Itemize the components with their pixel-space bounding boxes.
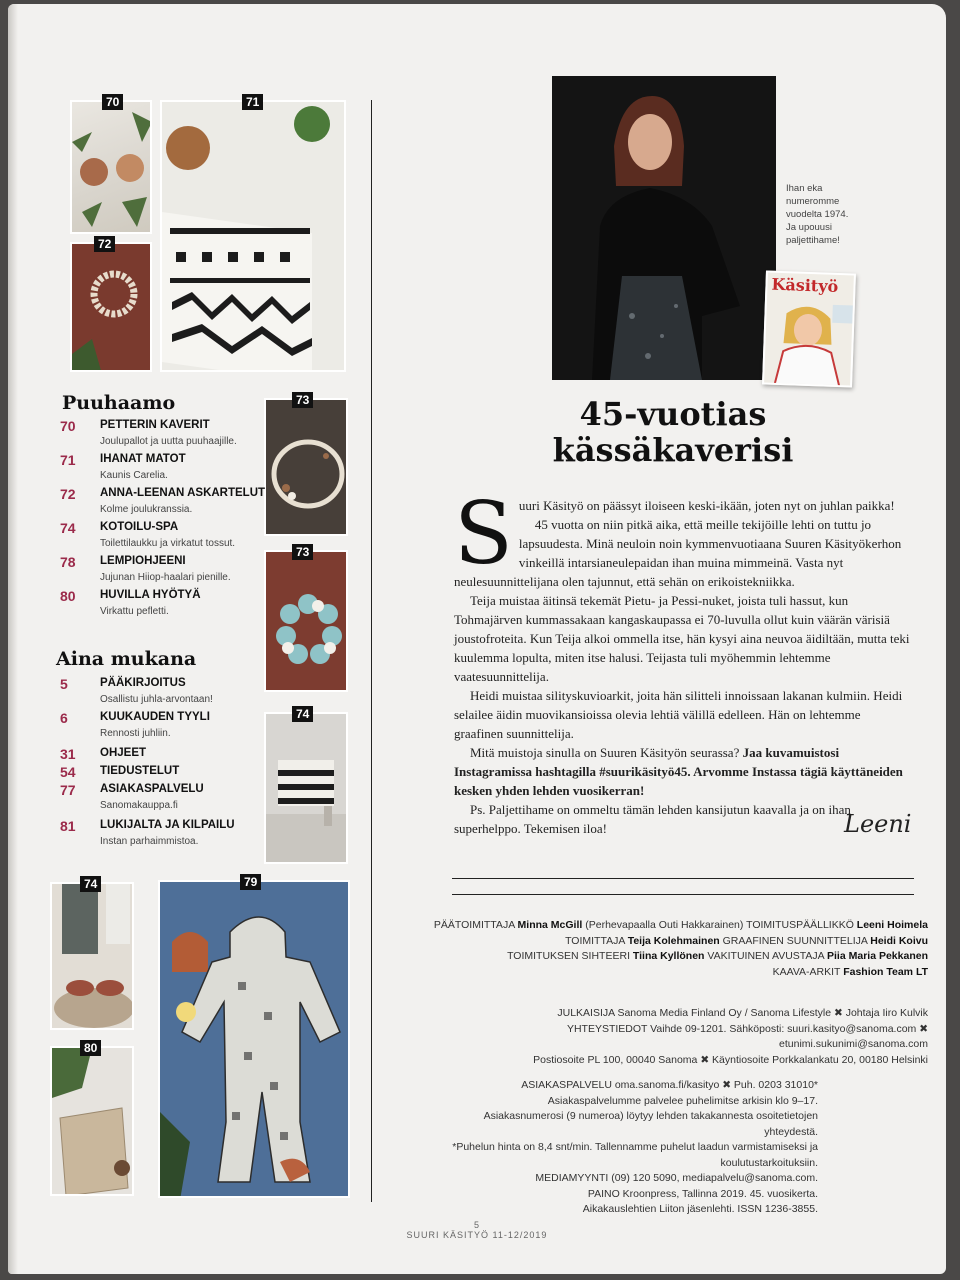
toc-item-subtitle: Instan parhaimmistoa. [100, 836, 199, 847]
toc-item-subtitle: Osallistu juhla-arvontaan! [100, 694, 213, 705]
toc-item[interactable] [60, 746, 270, 762]
photo-carelia-rug [160, 100, 346, 372]
rug-illustration [162, 102, 346, 372]
toc-page-number: 72 [60, 486, 76, 502]
toc-item[interactable] [60, 710, 270, 740]
toc-item-subtitle: Toilettilaukku ja virkatut tossut. [100, 538, 236, 549]
toc-item-title: IHANAT MATOT [100, 453, 186, 465]
service-line: ASIAKASPALVELU oma.sanoma.fi/kasityo ✖ Puh. 0203 31010* [521, 1079, 818, 1091]
toc-item[interactable] [60, 486, 270, 516]
magazine-page [8, 4, 946, 1274]
editorial-body [454, 484, 912, 838]
headline-line-2: kässäkaverisi [552, 431, 794, 469]
photo-slippers [50, 882, 134, 1030]
staff-credits [428, 918, 928, 980]
photo-page-number: 72 [94, 236, 115, 252]
photo-page-number: 73 [292, 392, 313, 408]
runner-illustration [52, 1048, 134, 1196]
toc-item-title: PETTERIN KAVERIT [100, 419, 210, 431]
toc-page-number: 54 [60, 764, 76, 780]
service-line: MEDIAMYYNTI (09) 120 5090, mediapalvelu@sanoma.com. [535, 1172, 818, 1184]
toc-item[interactable] [60, 764, 270, 780]
photo-page-number: 71 [242, 94, 263, 110]
headline-line-1: 45-vuotias [579, 395, 767, 433]
toc-item-title: OHJEET [100, 747, 147, 759]
toc-item-title: KUUKAUDEN TYYLI [100, 711, 210, 723]
ornaments-illustration [72, 102, 152, 234]
paragraph-text: Mitä muistoja sinulla on Suuren Käsityön seurassa? [470, 745, 743, 760]
credit-line: PÄÄTOIMITTAJA Minna McGill (Perhevapaalla Outi Hakkarainen) TOIMITUSPÄÄLLIKKÖ Leeni Hoimela [433, 919, 928, 931]
toc-page-number: 81 [60, 818, 76, 834]
publisher-line: Postiosoite PL 100, 00040 Sanoma ✖ Käyntiosoite Porkkalankatu 20, 00180 Helsinki [533, 1053, 928, 1066]
toc-section-title: Aina mukana [56, 648, 197, 670]
photo-page-number: 79 [240, 874, 261, 890]
photo-page-number: 74 [80, 876, 101, 892]
portrait-illustration [552, 76, 776, 380]
paragraph: Ps. Paljettihame on ommeltu tämän lehden kansijutun kaavalla ja on ihan superhelppo. Tekemisen iloa! [454, 802, 851, 836]
toc-page-number: 5 [60, 676, 68, 692]
toc-item-title: KOTOILU-SPA [100, 521, 179, 533]
paragraph: 45 vuotta on niin pitkä aika, että meille tekijöille lehti on tuttu jo lapsuudesta. Minä neuloin noin kymmenvuotiaana Suuren Käsityökerhon vinkeillä intarsianeulepaidan ihan muina mimmeinä. Vasta nyt neulesuunnittelijana olen tajunnut, että sehän on erikoistekniikka. [454, 517, 902, 589]
page-footer [8, 1220, 946, 1240]
page-number: 5 [473, 1220, 480, 1230]
toc-item-subtitle: Virkattu pefletti. [100, 606, 169, 617]
credits-divider [452, 878, 914, 879]
toc-item[interactable] [60, 452, 270, 482]
toc-page-number: 71 [60, 452, 76, 468]
toc-page-number: 77 [60, 782, 76, 798]
paragraph: Heidi muistaa silityskuvioarkit, joita hän silitteli innoissaan lakanan kulmiin. Heidi selailee äidin muovikansioissa olevia lehtiä välillä edelleen. Hän on lehtemme graafinen suunnittelija. [454, 688, 903, 741]
issue-label: SUURI KÄSITYÖ 11-12/2019 [406, 1230, 548, 1240]
photo-page-number: 73 [292, 544, 313, 560]
photo-jumpsuit [158, 880, 350, 1198]
toc-page-number: 74 [60, 520, 76, 536]
toc-item-subtitle: Rennosti juhliin. [100, 728, 171, 739]
customer-service-info [428, 1078, 818, 1218]
photo-rope-wreath [264, 398, 348, 536]
toc-item[interactable] [60, 782, 270, 812]
toc-item-subtitle: Kolme joulukranssia. [100, 504, 193, 515]
toc-item-title: ANNA-LEENAN ASKARTELUT [100, 487, 266, 499]
page-spine-shadow [8, 4, 18, 1274]
toc-page-number: 80 [60, 588, 76, 604]
photo-page-number: 80 [80, 1040, 101, 1056]
toc-item-title: LUKIJALTA JA KILPAILU [100, 819, 235, 831]
rope-wreath-illustration [266, 400, 348, 536]
service-line: Asiakasnumerosi (9 numeroa) löytyy lehden takakannesta osoitetietojen yhteydestä. [483, 1110, 818, 1138]
cover-illustration [764, 273, 856, 388]
toc-item[interactable] [60, 676, 270, 706]
photo-caption: Ihan eka numeromme vuodelta 1974. Ja upouusi paljettihame! [786, 183, 849, 246]
service-line: Aikakauslehtien Liiton jäsenlehti. ISSN 1236-3855. [582, 1203, 818, 1215]
service-line: Asiakaspalvelumme palvelee puhelimitse arkisin klo 9–17. [547, 1094, 818, 1107]
toc-item[interactable] [60, 554, 270, 584]
paragraph-text: uuri Käsityö on päässyt iloiseen keski-ikään, joten nyt on juhlan paikka! [518, 498, 895, 513]
toc-item-title: LEMPIOHJEENI [100, 555, 186, 567]
first-issue-cover [762, 270, 856, 387]
toc-item[interactable] [60, 588, 270, 618]
toc-page-number: 78 [60, 554, 76, 570]
article-headline [488, 396, 858, 468]
photo-pompom-wreath [264, 550, 348, 692]
toc-item-title: ASIAKASPALVELU [100, 783, 204, 795]
instagram-call-to-action: Jaa kuvamuistosi Instagramissa hashtagilla #suurikäsityö45. Arvomme Instassa tägiä käyttäneiden kesken yhden lehden vuosikerran! [454, 745, 903, 798]
pompom-wreath-illustration [266, 552, 348, 692]
toc-page-number: 70 [60, 418, 76, 434]
paragraph: Teija muistaa äitinsä tekemät Pietu- ja Pessi-nuket, joista tuli hassut, kun Tohmajärven kummassakaan kangaskaupassa ei 70-luvulla ollut kuin väärän värisiä joustofroteita. Kun Teija alkoi ommella itse, hän kysyi aina neuvoa äidiltään, mutta teki kuulemma lopulta, miten itse halusi. Teijasta tuli myöhemmin lehtemme vaatesuunnittelija. [454, 593, 910, 684]
editor-portrait [552, 76, 776, 380]
publisher-info [428, 1006, 928, 1068]
publisher-line: YHTEYSTIEDOT Vaihde 09-1201. Sähköposti: suuri.kasityo@sanoma.com ✖ etunimi.sukunimi@sanoma.com [566, 1022, 928, 1050]
toc-section-title: Puuhaamo [62, 392, 176, 414]
toc-item-subtitle: Sanomakauppa.fi [100, 800, 178, 811]
toc-item-subtitle: Jujunan Hiiop-haalari pienille. [100, 572, 231, 583]
toiletry-bag-illustration [266, 714, 348, 864]
service-line: *Puhelun hinta on 8,4 snt/min. Tallennamme puhelut laadun varmistamiseksi ja koulutustarkoituksiin. [452, 1141, 818, 1169]
photo-page-number: 70 [102, 94, 123, 110]
toc-item-title: PÄÄKIRJOITUS [100, 677, 186, 689]
toc-page-number: 6 [60, 710, 68, 726]
magazine-logo: Käsityö [771, 274, 839, 296]
editor-signature: Leeni [844, 810, 912, 838]
photo-page-number: 74 [292, 706, 313, 722]
credit-line: KAAVA-ARKIT Fashion Team LT [772, 965, 928, 978]
photo-ornaments [70, 100, 152, 234]
paragraph [454, 743, 912, 800]
toc-item-subtitle: Kaunis Carelia. [100, 470, 168, 481]
credits-divider [452, 894, 914, 895]
slippers-illustration [52, 884, 134, 1030]
drop-cap: S [454, 484, 513, 584]
jumpsuit-illustration [160, 882, 350, 1198]
toc-item-title: HUVILLA HYÖTYÄ [100, 589, 201, 601]
photo-bead-wreath [70, 242, 152, 372]
toc-item-subtitle: Joulupallot ja uutta puuhaajille. [100, 436, 237, 447]
photo-toiletry-bag [264, 712, 348, 864]
photo-crocheted-runner [50, 1046, 134, 1196]
credit-line: TOIMITTAJA Teija Kolehmainen GRAAFINEN SUUNNITTELIJA Heidi Koivu [565, 934, 928, 947]
toc-item[interactable] [60, 520, 270, 550]
toc-item[interactable] [60, 818, 270, 848]
service-line: PAINO Kroonpress, Tallinna 2019. 45. vuosikerta. [587, 1187, 818, 1200]
toc-page-number: 31 [60, 746, 76, 762]
toc-item-title: TIEDUSTELUT [100, 765, 180, 777]
credit-line: TOIMITUKSEN SIHTEERI Tiina Kyllönen VAKITUINEN AVUSTAJA Piia Maria Pekkanen [507, 950, 928, 962]
publisher-line: JULKAISIJA Sanoma Media Finland Oy / Sanoma Lifestyle ✖ Johtaja Iiro Kulvik [557, 1007, 928, 1019]
toc-item[interactable] [60, 418, 270, 448]
column-divider [371, 100, 372, 1202]
wreath-illustration [72, 244, 152, 372]
